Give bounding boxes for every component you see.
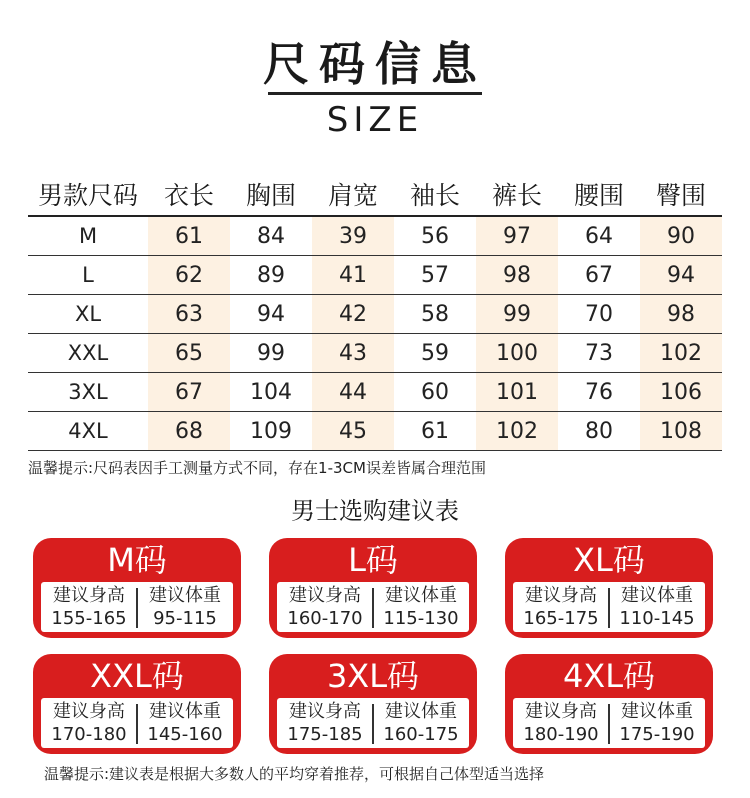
- table-cell: 44: [312, 373, 394, 412]
- card-size-label: 4XL码: [562, 657, 656, 695]
- table-row: [28, 334, 722, 373]
- card-size-label: XL码: [573, 541, 645, 579]
- table-row: [28, 295, 722, 334]
- table-cell: 99: [476, 295, 558, 334]
- table-cell: 67: [148, 373, 230, 412]
- table-cell: 61: [148, 216, 230, 256]
- card-weight-col: [373, 582, 469, 632]
- weight-label: 建议体重: [621, 701, 693, 722]
- table-cell-size: M: [28, 216, 148, 256]
- table-row: [28, 412, 722, 451]
- table-header-row: [28, 173, 722, 216]
- card-height-col: [41, 698, 137, 748]
- table-cell: 58: [394, 295, 476, 334]
- table-cell-size: 4XL: [28, 412, 148, 451]
- col-header-size: 男款尺码: [28, 173, 148, 216]
- size-table: [28, 173, 722, 451]
- col-header-hip: 臀围: [640, 173, 722, 216]
- height-value: 160-170: [287, 608, 363, 629]
- table-cell: 41: [312, 256, 394, 295]
- table-cell: 68: [148, 412, 230, 451]
- table-cell: 98: [640, 295, 722, 334]
- height-label: 建议身高: [53, 701, 125, 722]
- card-weight-col: [373, 698, 469, 748]
- height-label: 建议身高: [289, 701, 361, 722]
- size-card-m: [33, 538, 241, 638]
- table-cell: 73: [558, 334, 640, 373]
- table-cell: 99: [230, 334, 312, 373]
- weight-value: 95-115: [153, 608, 217, 629]
- card-height-col: [41, 582, 137, 632]
- table-cell: 42: [312, 295, 394, 334]
- table-cell-size: 3XL: [28, 373, 148, 412]
- card-height-col: [277, 698, 373, 748]
- weight-value: 175-190: [619, 724, 695, 745]
- table-cell: 100: [476, 334, 558, 373]
- card-weight-col: [609, 698, 705, 748]
- table-cell: 67: [558, 256, 640, 295]
- table-cell: 89: [230, 256, 312, 295]
- card-body: [41, 582, 233, 632]
- table-cell: 56: [394, 216, 476, 256]
- table-cell: 70: [558, 295, 640, 334]
- col-header-length: 衣长: [148, 173, 230, 216]
- table-cell: 84: [230, 216, 312, 256]
- col-header-shoulder: 肩宽: [312, 173, 394, 216]
- height-value: 180-190: [523, 724, 599, 745]
- table-cell: 104: [230, 373, 312, 412]
- table-cell: 63: [148, 295, 230, 334]
- card-height-col: [513, 582, 609, 632]
- card-size-label: L码: [348, 541, 398, 579]
- col-header-sleeve: 袖长: [394, 173, 476, 216]
- weight-value: 145-160: [147, 724, 223, 745]
- page-subtitle: SIZE: [326, 100, 424, 140]
- card-size-label: 3XL码: [326, 657, 420, 695]
- col-header-chest: 胸围: [230, 173, 312, 216]
- weight-label: 建议体重: [621, 585, 693, 606]
- table-cell: 90: [640, 216, 722, 256]
- table-cell-size: L: [28, 256, 148, 295]
- card-size-label: M码: [107, 541, 167, 579]
- card-height-col: [277, 582, 373, 632]
- height-label: 建议身高: [525, 701, 597, 722]
- height-value: 170-180: [51, 724, 127, 745]
- card-weight-col: [609, 582, 705, 632]
- height-value: 155-165: [51, 608, 127, 629]
- recommendation-tip: 温馨提示:建议表是根据大多数人的平均穿着推荐，可根据自己体型适当选择: [44, 765, 545, 783]
- recommendation-title: 男士选购建议表: [291, 497, 459, 525]
- size-card-xxl: [33, 654, 241, 754]
- weight-label: 建议体重: [385, 701, 457, 722]
- table-cell: 65: [148, 334, 230, 373]
- table-cell: 94: [230, 295, 312, 334]
- table-cell-size: XL: [28, 295, 148, 334]
- weight-value: 110-145: [619, 608, 695, 629]
- table-cell: 39: [312, 216, 394, 256]
- table-cell: 102: [640, 334, 722, 373]
- table-row: [28, 373, 722, 412]
- height-value: 175-185: [287, 724, 363, 745]
- table-cell: 97: [476, 216, 558, 256]
- table-cell: 60: [394, 373, 476, 412]
- table-cell: 57: [394, 256, 476, 295]
- measurement-tip: 温馨提示:尺码表因手工测量方式不同，存在1-3CM误差皆属合理范围: [28, 459, 486, 477]
- height-label: 建议身高: [53, 585, 125, 606]
- height-label: 建议身高: [525, 585, 597, 606]
- table-cell: 109: [230, 412, 312, 451]
- card-body: [513, 698, 705, 748]
- height-value: 165-175: [523, 608, 599, 629]
- table-cell: 62: [148, 256, 230, 295]
- table-cell: 94: [640, 256, 722, 295]
- table-cell: 45: [312, 412, 394, 451]
- card-body: [513, 582, 705, 632]
- table-cell: 61: [394, 412, 476, 451]
- card-weight-col: [137, 698, 233, 748]
- table-cell: 76: [558, 373, 640, 412]
- col-header-waist: 腰围: [558, 173, 640, 216]
- height-label: 建议身高: [289, 585, 361, 606]
- card-height-col: [513, 698, 609, 748]
- weight-value: 115-130: [383, 608, 459, 629]
- card-body: [41, 698, 233, 748]
- size-card-l: [269, 538, 477, 638]
- weight-value: 160-175: [383, 724, 459, 745]
- size-card-4xl: [505, 654, 713, 754]
- table-cell: 98: [476, 256, 558, 295]
- col-header-pants-length: 裤长: [476, 173, 558, 216]
- page-title: 尺码信息: [263, 37, 487, 91]
- table-cell: 59: [394, 334, 476, 373]
- card-body: [277, 582, 469, 632]
- weight-label: 建议体重: [385, 585, 457, 606]
- weight-label: 建议体重: [149, 701, 221, 722]
- card-body: [277, 698, 469, 748]
- title-underline: [268, 92, 482, 95]
- table-cell: 101: [476, 373, 558, 412]
- size-card-3xl: [269, 654, 477, 754]
- table-cell: 43: [312, 334, 394, 373]
- table-cell: 80: [558, 412, 640, 451]
- table-cell: 106: [640, 373, 722, 412]
- weight-label: 建议体重: [149, 585, 221, 606]
- card-size-label: XXL码: [90, 657, 184, 695]
- size-card-xl: [505, 538, 713, 638]
- table-row: [28, 216, 722, 256]
- table-cell: 102: [476, 412, 558, 451]
- card-weight-col: [137, 582, 233, 632]
- table-row: [28, 256, 722, 295]
- table-cell: 108: [640, 412, 722, 451]
- table-cell: 64: [558, 216, 640, 256]
- table-cell-size: XXL: [28, 334, 148, 373]
